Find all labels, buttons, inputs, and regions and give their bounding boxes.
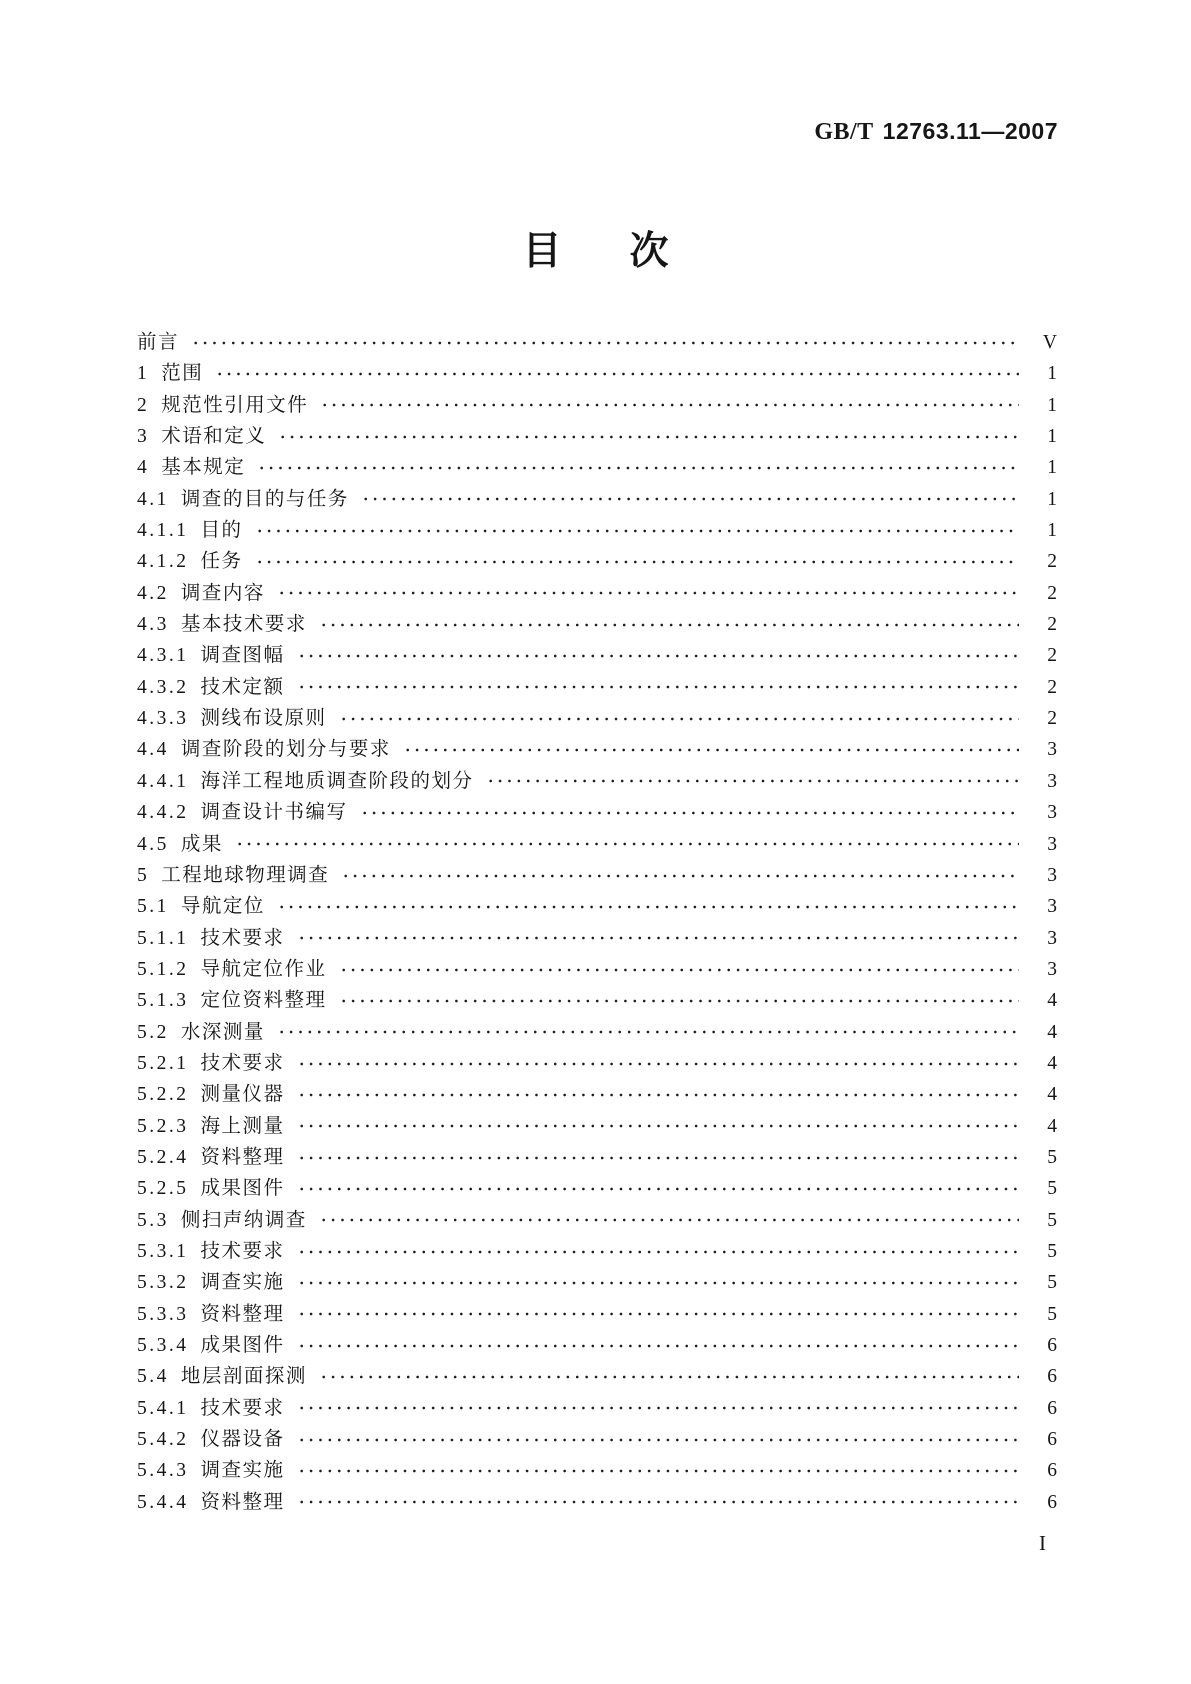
toc-entry-page: 1 xyxy=(1047,363,1057,385)
toc-entry-page: 4 xyxy=(1047,1115,1057,1137)
dot-leader xyxy=(297,1497,1019,1507)
toc-entry-number: 5.3.1 xyxy=(137,1240,189,1262)
toc-entry-page: 3 xyxy=(1047,833,1057,855)
toc-entry-number: 5.4.4 xyxy=(137,1491,189,1513)
toc-entry-label: 地层剖面探测 xyxy=(180,1366,307,1388)
dot-leader xyxy=(191,338,1019,348)
dot-leader xyxy=(320,400,1019,410)
toc-entry-page: 5 xyxy=(1047,1272,1057,1294)
toc-entry-page: 2 xyxy=(1047,676,1057,698)
dot-leader xyxy=(277,902,1019,912)
toc-entry xyxy=(137,640,1057,671)
toc-entry-label: 测线布设原则 xyxy=(200,708,327,730)
toc-entry-number: 5.3 xyxy=(137,1209,169,1231)
toc-entry-page: 1 xyxy=(1047,394,1057,416)
toc-entry-number: 5.2 xyxy=(137,1021,169,1043)
toc-entry-page: 3 xyxy=(1047,864,1057,886)
dot-leader xyxy=(319,1372,1019,1382)
toc-entry-page: 3 xyxy=(1047,770,1057,792)
toc-entry xyxy=(137,1079,1057,1110)
dot-leader xyxy=(297,1278,1019,1288)
toc-entry xyxy=(137,734,1057,765)
toc-entry-label: 成果图件 xyxy=(200,1335,285,1356)
toc-entry-page: 2 xyxy=(1047,614,1057,636)
toc-entry-label: 术语和定义 xyxy=(161,426,267,448)
toc-entry-number: 5.4.3 xyxy=(137,1460,189,1482)
dot-leader xyxy=(297,933,1019,943)
dot-leader xyxy=(319,620,1019,630)
toc-entry-number: 5.1 xyxy=(137,896,169,918)
toc-entry-label: 调查实施 xyxy=(200,1272,285,1294)
toc-entry-number: 5.1.2 xyxy=(137,958,189,980)
toc-entry-label: 前言 xyxy=(137,332,180,353)
toc-entry-number: 2 xyxy=(137,394,150,416)
toc-entry-label: 资料整理 xyxy=(200,1146,285,1168)
toc-entry-page: 1 xyxy=(1047,520,1057,542)
toc-entry-label: 调查阶段的划分与要求 xyxy=(180,739,391,761)
toc-entry-label: 水深测量 xyxy=(180,1021,265,1043)
toc-entry xyxy=(137,672,1057,703)
toc-entry-page: V xyxy=(1042,332,1057,353)
toc-entry-label: 海洋工程地质调查阶段的划分 xyxy=(200,770,474,792)
toc-entry xyxy=(137,1205,1057,1236)
standard-code xyxy=(814,118,1058,146)
toc-entry xyxy=(137,1330,1057,1361)
dot-leader xyxy=(297,1341,1019,1351)
toc-entry-label: 调查实施 xyxy=(200,1460,285,1482)
page-title-char-2: 次 xyxy=(629,230,669,273)
toc-entry-page: 5 xyxy=(1047,1146,1057,1168)
toc-entry-number: 5.4 xyxy=(137,1366,169,1388)
dot-leader xyxy=(297,651,1019,661)
toc-entry xyxy=(137,1142,1057,1173)
toc-entry-number: 3 xyxy=(137,426,150,448)
toc-entry-number: 5.3.3 xyxy=(137,1303,189,1325)
toc-entry-label: 调查图幅 xyxy=(200,645,285,667)
dot-leader xyxy=(403,745,1019,755)
toc-entry-page: 2 xyxy=(1047,551,1057,573)
toc-entry-page: 1 xyxy=(1047,426,1057,448)
toc-entry xyxy=(137,703,1057,734)
toc-entry xyxy=(137,390,1057,421)
toc-entry-page: 6 xyxy=(1047,1335,1057,1356)
dot-leader xyxy=(360,808,1019,818)
toc-entry-number: 5.2.4 xyxy=(137,1146,189,1168)
dot-leader xyxy=(277,1027,1019,1037)
toc-entry-page: 4 xyxy=(1047,1052,1057,1074)
toc-entry-number: 4.4.1 xyxy=(137,770,189,792)
toc-entry-number: 4.1.2 xyxy=(137,551,189,573)
dot-leader xyxy=(486,776,1019,786)
toc-entry xyxy=(137,1487,1057,1518)
dot-leader xyxy=(297,1403,1019,1413)
dot-leader xyxy=(341,871,1019,881)
toc-entry-label: 海上测量 xyxy=(200,1115,285,1137)
toc-entry-label: 侧扫声纳调查 xyxy=(180,1209,307,1231)
toc-entry-page: 6 xyxy=(1047,1397,1057,1419)
toc-entry-page: 4 xyxy=(1047,1084,1057,1106)
dot-leader xyxy=(297,1184,1019,1194)
toc-entry-page: 6 xyxy=(1047,1429,1057,1451)
toc-entry-label: 导航定位作业 xyxy=(200,958,327,980)
toc-entry-page: 6 xyxy=(1047,1491,1057,1513)
toc-entry xyxy=(137,1048,1057,1079)
toc-entry-number: 4.4.2 xyxy=(137,802,189,824)
toc-entry xyxy=(137,1111,1057,1142)
toc-entry-page: 5 xyxy=(1047,1303,1057,1325)
toc-entry xyxy=(137,860,1057,891)
toc-entry-label: 导航定位 xyxy=(180,896,265,918)
toc-entry xyxy=(137,1455,1057,1486)
toc-entry-number: 4.3.2 xyxy=(137,676,189,698)
toc-entry xyxy=(137,1236,1057,1267)
toc-entry-number: 4.2 xyxy=(137,582,169,604)
toc-entry-label: 范围 xyxy=(161,363,204,385)
toc-entry-number: 5.4.2 xyxy=(137,1429,189,1451)
toc-entry-label: 技术要求 xyxy=(200,1397,285,1419)
dot-leader xyxy=(297,1309,1019,1319)
toc-entry-page: 5 xyxy=(1047,1178,1057,1200)
dot-leader xyxy=(361,494,1019,504)
dot-leader xyxy=(319,1215,1019,1225)
toc-entry-page: 4 xyxy=(1047,1021,1057,1043)
page-title xyxy=(0,220,1191,276)
toc-entry xyxy=(137,985,1057,1016)
toc-entry-label: 测量仪器 xyxy=(200,1084,285,1106)
toc-entry xyxy=(137,1361,1057,1392)
dot-leader xyxy=(339,714,1019,724)
toc-entry-page: 4 xyxy=(1047,990,1057,1012)
toc-entry-page: 3 xyxy=(1047,958,1057,980)
toc-entry-number: 4.1.1 xyxy=(137,520,189,542)
toc-entry-number: 5.1.3 xyxy=(137,990,189,1012)
dot-leader xyxy=(297,1247,1019,1257)
dot-leader xyxy=(277,588,1019,598)
toc-entry-label: 调查内容 xyxy=(180,582,265,604)
toc-entry-label: 成果 xyxy=(180,833,223,855)
dot-leader xyxy=(339,996,1019,1006)
toc-entry-page: 3 xyxy=(1047,927,1057,949)
dot-leader xyxy=(278,432,1019,442)
toc-entry-number: 5.2.1 xyxy=(137,1052,189,1074)
toc-entry-label: 资料整理 xyxy=(200,1303,285,1325)
toc-entry-number: 1 xyxy=(137,363,150,385)
toc-entry-label: 资料整理 xyxy=(200,1491,285,1513)
toc-entry-number: 5.3.4 xyxy=(137,1335,189,1356)
toc-entry-number: 4.1 xyxy=(137,488,169,510)
toc-entry xyxy=(137,421,1057,452)
toc-list xyxy=(137,327,1057,1518)
toc-entry xyxy=(137,954,1057,985)
toc-entry-number: 4.3.3 xyxy=(137,708,189,730)
toc-entry-page: 2 xyxy=(1047,645,1057,667)
toc-entry-number: 5 xyxy=(137,864,150,886)
toc-entry-label: 工程地球物理调查 xyxy=(161,864,330,886)
toc-entry xyxy=(137,1393,1057,1424)
toc-entry xyxy=(137,1424,1057,1455)
toc-entry-page: 6 xyxy=(1047,1460,1057,1482)
toc-entry-page: 2 xyxy=(1047,708,1057,730)
toc-entry-label: 基本技术要求 xyxy=(180,614,307,636)
toc-entry xyxy=(137,327,1057,358)
toc-entry xyxy=(137,923,1057,954)
toc-entry xyxy=(137,515,1057,546)
toc-entry xyxy=(137,452,1057,483)
dot-leader xyxy=(297,1059,1019,1069)
footer-page-number: I xyxy=(1039,1531,1046,1555)
toc-entry xyxy=(137,484,1057,515)
toc-entry-page: 2 xyxy=(1047,582,1057,604)
dot-leader xyxy=(297,1466,1019,1476)
toc-entry xyxy=(137,578,1057,609)
toc-entry-label: 规范性引用文件 xyxy=(161,394,309,416)
dot-leader xyxy=(297,682,1019,692)
toc-entry-label: 仪器设备 xyxy=(200,1429,285,1451)
dot-leader xyxy=(297,1090,1019,1100)
toc-entry-label: 技术定额 xyxy=(200,676,285,698)
dot-leader xyxy=(257,463,1019,473)
toc-entry-label: 定位资料整理 xyxy=(200,990,327,1012)
dot-leader xyxy=(255,557,1019,567)
toc-entry-number: 5.1.1 xyxy=(137,927,189,949)
toc-entry-label: 技术要求 xyxy=(200,927,285,949)
dot-leader xyxy=(297,1435,1019,1445)
toc-entry-page: 3 xyxy=(1047,896,1057,918)
toc-entry-label: 任务 xyxy=(200,551,243,573)
dot-leader xyxy=(215,369,1019,379)
toc-entry-page: 1 xyxy=(1047,488,1057,510)
dot-leader xyxy=(339,965,1019,975)
toc-entry-page: 5 xyxy=(1047,1209,1057,1231)
toc-entry-number: 5.2.2 xyxy=(137,1084,189,1106)
toc-entry-page: 5 xyxy=(1047,1240,1057,1262)
toc-entry-label: 调查设计书编写 xyxy=(200,802,348,824)
toc-entry-page: 1 xyxy=(1047,457,1057,479)
toc-entry xyxy=(137,891,1057,922)
toc-entry-label: 技术要求 xyxy=(200,1240,285,1262)
toc-entry xyxy=(137,766,1057,797)
dot-leader xyxy=(297,1121,1019,1131)
toc-entry-number: 5.3.2 xyxy=(137,1272,189,1294)
toc-entry-number: 4.4 xyxy=(137,739,169,761)
dot-leader xyxy=(235,839,1019,849)
toc-entry-page: 6 xyxy=(1047,1366,1057,1388)
page-title-char-1: 目 xyxy=(522,230,562,273)
standard-code-prefix: GB/T xyxy=(814,119,874,145)
toc-entry xyxy=(137,1017,1057,1048)
dot-leader xyxy=(255,526,1019,536)
toc-entry-number: 5.4.1 xyxy=(137,1397,189,1419)
dot-leader xyxy=(297,1153,1019,1163)
toc-entry xyxy=(137,358,1057,389)
toc-entry-page: 3 xyxy=(1047,802,1057,824)
toc-entry-label: 基本规定 xyxy=(161,457,246,479)
toc-entry-number: 4 xyxy=(137,457,150,479)
toc-entry xyxy=(137,829,1057,860)
toc-entry-label: 目的 xyxy=(200,520,243,542)
toc-entry-number: 4.5 xyxy=(137,833,169,855)
toc-entry-label: 成果图件 xyxy=(200,1178,285,1200)
toc-entry xyxy=(137,797,1057,828)
toc-entry-page: 3 xyxy=(1047,739,1057,761)
standard-code-number: 12763.11—2007 xyxy=(882,118,1058,144)
toc-entry xyxy=(137,1267,1057,1298)
toc-entry-number: 4.3 xyxy=(137,614,169,636)
toc-entry xyxy=(137,1299,1057,1330)
toc-entry-number: 4.3.1 xyxy=(137,645,189,667)
toc-entry-number: 5.2.3 xyxy=(137,1115,189,1137)
toc-entry xyxy=(137,1173,1057,1204)
toc-entry-label: 调查的目的与任务 xyxy=(180,488,349,510)
toc-entry-label: 技术要求 xyxy=(200,1052,285,1074)
toc-entry xyxy=(137,546,1057,577)
toc-entry xyxy=(137,609,1057,640)
toc-entry-number: 5.2.5 xyxy=(137,1178,189,1200)
